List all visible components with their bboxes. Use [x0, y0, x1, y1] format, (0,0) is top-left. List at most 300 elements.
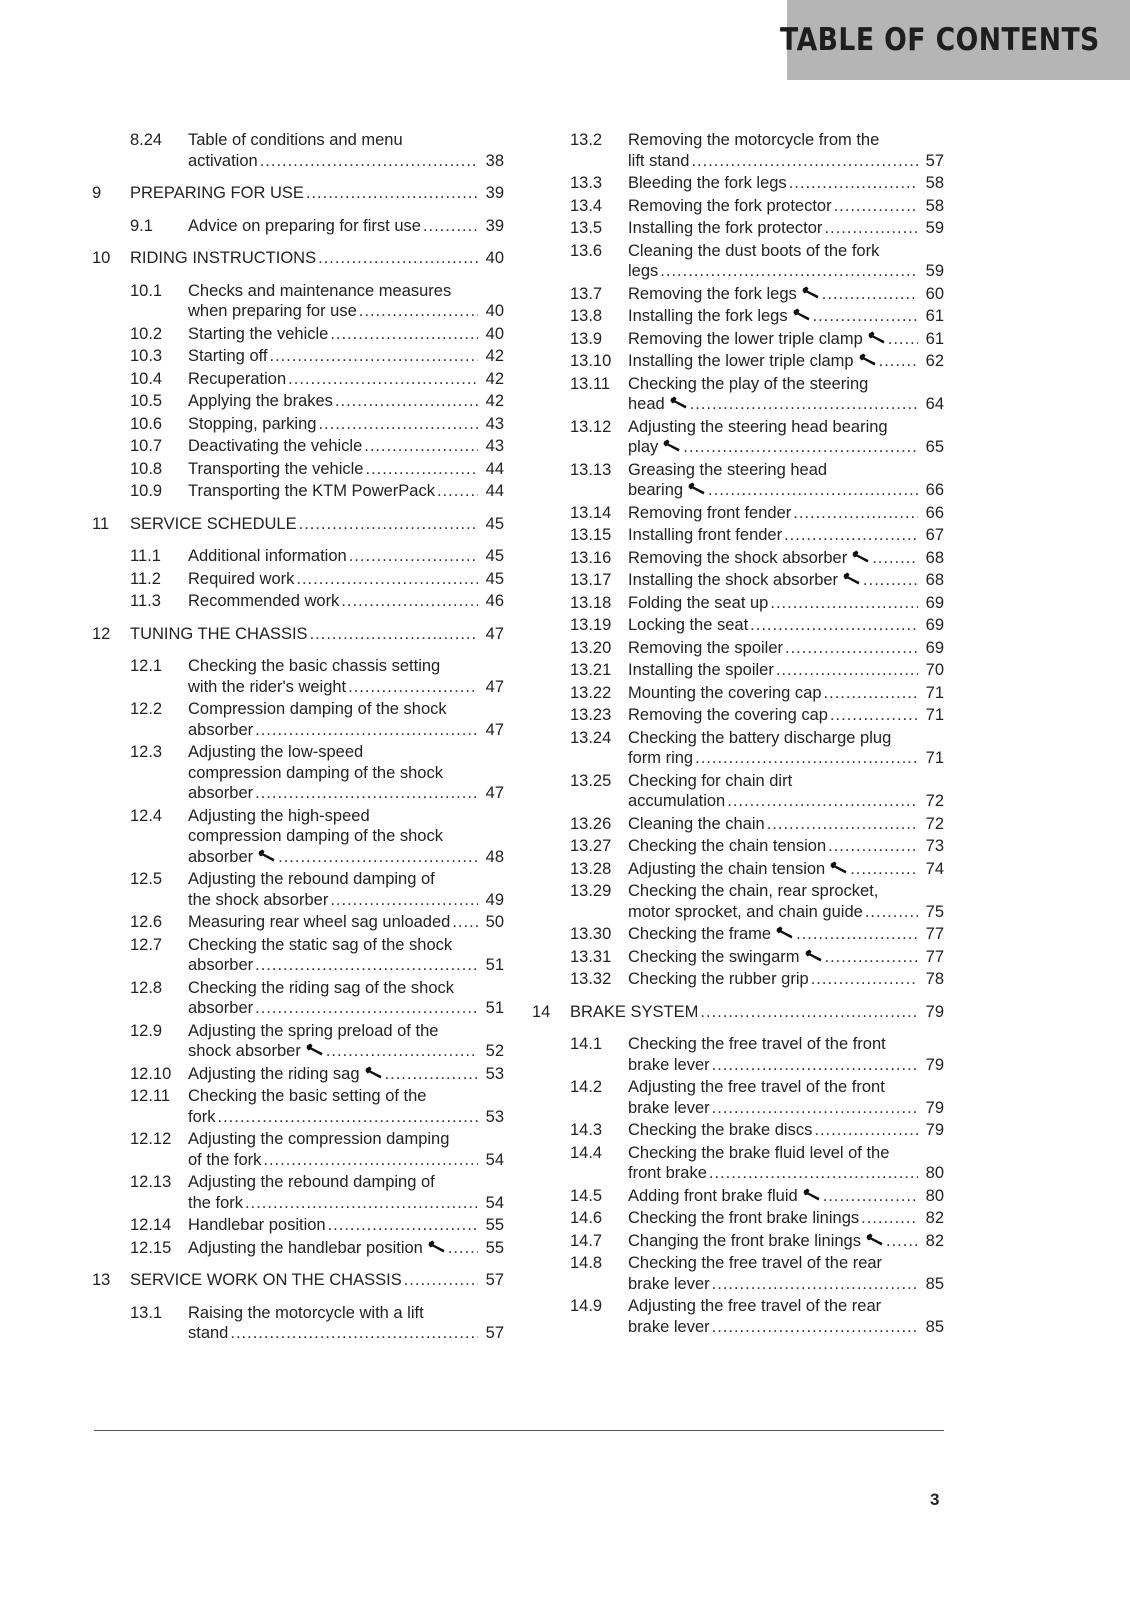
toc-entry[interactable]	[532, 130, 944, 171]
toc-entry-text: Locking the seat	[628, 616, 749, 634]
toc-entry-text: of the fork	[188, 1150, 262, 1169]
toc-entry-page: 77	[925, 947, 944, 966]
toc-entry[interactable]	[92, 806, 504, 868]
dot-leader	[683, 437, 918, 458]
toc-entry[interactable]	[92, 869, 504, 910]
toc-entry[interactable]	[532, 1296, 944, 1337]
toc-entry[interactable]	[92, 1021, 504, 1062]
toc-entry-title	[188, 1238, 504, 1259]
toc-entry-page: 45	[485, 514, 504, 533]
dot-leader	[872, 548, 918, 569]
toc-entry-number: 11.2	[130, 569, 161, 588]
toc-entry-title	[188, 216, 504, 237]
toc-entry[interactable]	[92, 346, 504, 367]
toc-entry-page: 39	[485, 184, 504, 202]
toc-entry-page: 51	[485, 999, 504, 1017]
toc-entry-number: 10.1	[130, 281, 163, 300]
toc-entry-title	[628, 969, 944, 990]
toc-entry[interactable]	[532, 1253, 944, 1294]
dot-leader	[712, 1274, 918, 1295]
toc-entry-title	[628, 130, 944, 171]
toc-entry-title	[628, 351, 944, 372]
toc-entry[interactable]	[92, 656, 504, 697]
dot-leader	[886, 1231, 918, 1252]
toc-entry-text: play	[628, 438, 659, 456]
dot-leader	[230, 1323, 478, 1344]
toc-entry[interactable]	[532, 615, 944, 636]
dot-leader	[330, 890, 478, 911]
toc-entry[interactable]	[532, 1002, 944, 1023]
wrench-icon	[793, 308, 811, 321]
toc-entry-title	[188, 130, 504, 171]
toc-entry-text: motor sprocket, and chain guide	[628, 902, 863, 921]
dot-leader	[861, 1208, 918, 1229]
toc-entry-page: 47	[485, 624, 504, 643]
dot-leader	[255, 955, 478, 976]
toc-entry-title	[628, 1077, 944, 1118]
dot-leader	[865, 902, 918, 923]
toc-entry-number: 13.16	[570, 548, 612, 567]
dot-leader	[822, 284, 918, 305]
toc-entry-number: 14.2	[570, 1078, 603, 1096]
toc-entry[interactable]	[92, 248, 504, 269]
dot-leader	[828, 836, 918, 857]
dot-leader	[700, 1002, 918, 1023]
toc-entry-title	[130, 248, 504, 269]
toc-entry[interactable]	[92, 935, 504, 976]
toc-entry-number: 14	[532, 1002, 551, 1021]
toc-entry-title	[628, 306, 944, 327]
toc-entry-number: 13.23	[570, 706, 612, 724]
toc-entry-title	[188, 369, 504, 390]
toc-entry-number: 13.31	[570, 947, 612, 966]
toc-entry-page: 45	[485, 569, 504, 588]
toc-entry-page: 85	[925, 1274, 944, 1293]
toc-entry-page: 72	[925, 814, 944, 833]
toc-entry[interactable]	[92, 369, 504, 390]
toc-entry[interactable]	[92, 459, 504, 480]
toc-entry[interactable]	[532, 924, 944, 945]
toc-entry-text: Checking the battery discharge plug	[628, 728, 892, 747]
toc-entry-number: 11.3	[130, 592, 161, 610]
toc-entry-title	[628, 1296, 944, 1337]
toc-entry-number: 14.6	[570, 1209, 603, 1227]
toc-entry[interactable]	[532, 771, 944, 812]
toc-entry-number: 13.3	[570, 174, 603, 192]
toc-entry-text: TUNING THE CHASSIS	[130, 624, 308, 643]
dot-leader	[263, 1150, 478, 1171]
toc-entry[interactable]	[532, 1186, 944, 1207]
toc-entry[interactable]	[532, 1208, 944, 1229]
toc-entry-number: 12.13	[130, 1173, 172, 1191]
toc-entry-page: 79	[925, 1055, 944, 1074]
toc-entry-number: 12.7	[130, 935, 163, 954]
toc-entry-page: 68	[925, 571, 944, 589]
toc-entry[interactable]	[532, 570, 944, 591]
toc-entry[interactable]	[92, 1303, 504, 1344]
toc-entry[interactable]	[92, 436, 504, 457]
toc-entry-number: 13.22	[570, 683, 612, 702]
toc-entry-title	[628, 728, 944, 769]
dot-leader	[770, 593, 918, 614]
dot-leader	[712, 1055, 918, 1076]
toc-entry-title	[628, 1120, 944, 1141]
toc-entry[interactable]	[92, 1064, 504, 1085]
dot-leader	[310, 624, 478, 645]
toc-entry-number: 13.20	[570, 638, 612, 657]
toc-entry-page: 48	[485, 847, 504, 866]
toc-entry[interactable]	[92, 481, 504, 502]
dot-leader	[850, 859, 918, 880]
toc-entry-text: Adjusting the compression damping	[188, 1130, 450, 1148]
toc-entry-text: Adjusting the chain tension	[628, 859, 826, 878]
toc-entry-number: 12.4	[130, 806, 163, 825]
toc-entry-page: 54	[485, 1193, 504, 1212]
toc-entry-text: absorber	[188, 720, 254, 739]
toc-entry-page: 62	[925, 352, 944, 370]
toc-entry-text: BRAKE SYSTEM	[570, 1002, 699, 1021]
toc-entry-number: 13.27	[570, 837, 612, 855]
toc-entry[interactable]	[92, 1172, 504, 1213]
toc-entry-number: 9.1	[130, 216, 153, 235]
toc-entry[interactable]	[92, 742, 504, 804]
toc-entry-title	[628, 1253, 944, 1294]
toc-entry[interactable]	[532, 460, 944, 501]
toc-entry-text: PREPARING FOR USE	[130, 184, 304, 202]
toc-entry[interactable]	[532, 548, 944, 569]
dot-leader	[452, 912, 478, 933]
toc-entry-page: 60	[925, 284, 944, 303]
dot-leader	[359, 301, 478, 322]
toc-entry-number: 14.1	[570, 1035, 603, 1053]
toc-entry-title	[628, 503, 944, 524]
toc-entry-page: 73	[925, 837, 944, 855]
toc-entry-number: 10.4	[130, 369, 163, 388]
dot-leader	[385, 1064, 478, 1085]
toc-entry-title	[628, 570, 944, 591]
toc-entry[interactable]	[532, 1143, 944, 1184]
toc-entry-text: when preparing for use	[188, 302, 357, 320]
toc-entry[interactable]	[92, 569, 504, 590]
toc-entry-text: Changing the front brake linings	[628, 1231, 861, 1250]
toc-entry-page: 72	[925, 792, 944, 810]
toc-entry[interactable]	[92, 414, 504, 435]
toc-entry[interactable]	[532, 1034, 944, 1075]
toc-entry-title	[628, 881, 944, 922]
wrench-icon	[776, 926, 794, 939]
toc-entry[interactable]	[92, 514, 504, 535]
toc-entry-text: Checking the rubber grip	[628, 970, 809, 988]
toc-entry[interactable]	[92, 324, 504, 345]
dot-leader	[750, 615, 918, 636]
toc-entry-text: Removing the spoiler	[628, 638, 783, 657]
toc-entry-number: 14.5	[570, 1186, 603, 1205]
dot-leader	[318, 248, 478, 269]
dot-leader	[318, 414, 478, 435]
wrench-icon	[859, 353, 877, 366]
toc-entry-text: Checking the free travel of the rear	[628, 1254, 883, 1272]
toc-entry-text: Cleaning the dust boots of the fork	[628, 241, 880, 260]
toc-entry[interactable]	[92, 591, 504, 612]
toc-entry-number: 12.6	[130, 913, 163, 931]
toc-entry[interactable]	[92, 183, 504, 204]
toc-entry-number: 8.24	[130, 131, 163, 149]
toc-entry-text: bearing	[628, 481, 684, 499]
dot-leader	[270, 346, 479, 367]
toc-entry-text: Checking the swingarm	[628, 947, 800, 966]
footer-divider	[94, 1430, 944, 1431]
dot-leader	[785, 638, 918, 659]
toc-entry-title	[188, 346, 504, 367]
toc-entry-text: Starting the vehicle	[188, 324, 329, 343]
toc-entry-text: Adjusting the spring preload of the	[188, 1021, 439, 1040]
toc-entry-title	[188, 1215, 504, 1236]
toc-entry-text: stand	[188, 1324, 229, 1342]
toc-entry[interactable]	[92, 1270, 504, 1291]
toc-entry[interactable]	[92, 699, 504, 740]
dot-leader	[660, 261, 918, 282]
toc-entry-text: Checks and maintenance measures	[188, 281, 452, 300]
toc-entry[interactable]	[532, 525, 944, 546]
toc-entry-title	[188, 806, 504, 868]
toc-entry-page: 40	[485, 302, 504, 320]
toc-entry-number: 12.2	[130, 700, 163, 718]
toc-entry[interactable]	[532, 683, 944, 704]
dot-leader	[288, 369, 478, 390]
toc-entry[interactable]	[92, 1215, 504, 1236]
toc-entry-number: 10.6	[130, 414, 163, 433]
toc-entry-number: 13.32	[570, 970, 612, 988]
toc-entry[interactable]	[532, 969, 944, 990]
toc-entry[interactable]	[532, 351, 944, 372]
dot-leader	[328, 1215, 478, 1236]
toc-entry-title	[188, 1303, 504, 1344]
toc-entry-text: Stopping, parking	[188, 414, 317, 433]
toc-entry-title	[628, 284, 944, 305]
toc-entry-text: Checking the riding sag of the shock	[188, 978, 454, 997]
toc-entry-number: 13.13	[570, 460, 612, 479]
toc-entry-page: 69	[925, 638, 944, 657]
toc-entry[interactable]	[92, 978, 504, 1019]
toc-entry-page: 43	[485, 414, 504, 433]
toc-entry-text: absorber	[188, 956, 254, 974]
toc-entry[interactable]	[532, 1077, 944, 1118]
toc-entry[interactable]	[92, 1238, 504, 1259]
dot-leader	[709, 1163, 918, 1184]
toc-entry[interactable]	[532, 705, 944, 726]
toc-entry[interactable]	[92, 130, 504, 171]
toc-entry-number: 11.1	[130, 547, 161, 565]
toc-entry-text: Checking the play of the steering	[628, 374, 869, 393]
toc-entry-text: Transporting the vehicle	[188, 459, 364, 478]
toc-entry-number: 13.4	[570, 196, 603, 215]
toc-entry-text: head	[628, 395, 665, 413]
toc-entry-page: 47	[485, 784, 504, 802]
toc-entry-text: Adjusting the riding sag	[188, 1064, 360, 1083]
toc-entry[interactable]	[532, 417, 944, 458]
dot-leader	[888, 329, 918, 350]
dot-leader	[811, 969, 918, 990]
toc-entry-title	[628, 836, 944, 857]
toc-entry[interactable]	[532, 638, 944, 659]
toc-entry[interactable]	[532, 218, 944, 239]
toc-entry[interactable]	[92, 912, 504, 933]
dot-leader	[824, 683, 918, 704]
toc-entry[interactable]	[92, 281, 504, 322]
toc-entry-number: 12.3	[130, 743, 163, 761]
toc-entry-number: 13.8	[570, 307, 603, 325]
toc-entry-text: absorber	[188, 999, 254, 1017]
toc-entry-title	[130, 624, 504, 645]
dot-leader	[364, 436, 478, 457]
toc-entry-text: Installing the shock absorber	[628, 571, 839, 589]
toc-entry-title	[628, 173, 944, 194]
toc-entry-number: 13.15	[570, 526, 612, 544]
toc-entry[interactable]	[532, 836, 944, 857]
toc-entry-number: 12	[92, 624, 111, 643]
dot-leader	[834, 196, 918, 217]
toc-entry[interactable]	[532, 241, 944, 282]
toc-entry-number: 10.5	[130, 392, 163, 410]
toc-entry-text: brake lever	[628, 1274, 710, 1293]
toc-entry-title	[628, 593, 944, 614]
dot-leader	[727, 791, 918, 812]
toc-entry-number: 13.12	[570, 417, 612, 436]
toc-entry-title	[628, 660, 944, 681]
toc-entry-text: Checking the brake discs	[628, 1121, 813, 1139]
toc-entry-number: 12.9	[130, 1021, 163, 1040]
dot-leader	[712, 1317, 918, 1338]
toc-entry-title	[188, 1064, 504, 1085]
wrench-icon	[868, 331, 886, 344]
toc-entry-page: 82	[925, 1209, 944, 1227]
toc-entry-title	[188, 481, 504, 502]
toc-entry-text: Recommended work	[188, 592, 340, 610]
dot-leader	[255, 783, 478, 804]
toc-entry[interactable]	[532, 173, 944, 194]
toc-entry[interactable]	[532, 329, 944, 350]
toc-entry[interactable]	[532, 660, 944, 681]
toc-entry[interactable]	[532, 881, 944, 922]
toc-entry-title	[628, 374, 944, 415]
toc-entry-text: Applying the brakes	[188, 392, 333, 410]
toc-entry-number: 13.6	[570, 241, 603, 260]
toc-entry-page: 69	[925, 593, 944, 612]
toc-entry-title	[628, 241, 944, 282]
toc-entry[interactable]	[532, 1120, 944, 1141]
toc-entry-text: Adjusting the steering head bearing	[628, 417, 888, 436]
toc-entry[interactable]	[92, 624, 504, 645]
toc-entry[interactable]	[92, 1086, 504, 1127]
wrench-icon	[866, 1233, 884, 1246]
toc-entry-page: 64	[925, 395, 944, 413]
toc-entry[interactable]	[92, 391, 504, 412]
dot-leader	[437, 481, 478, 502]
toc-entry-text: Adjusting the handlebar position	[188, 1238, 423, 1257]
toc-entry-page: 39	[485, 216, 504, 235]
toc-entry-page: 66	[925, 503, 944, 522]
toc-entry-number: 13.24	[570, 728, 612, 747]
dot-leader	[776, 660, 918, 681]
toc-entry[interactable]	[532, 1231, 944, 1252]
toc-entry-page: 43	[485, 437, 504, 455]
toc-entry[interactable]	[532, 814, 944, 835]
toc-entry-page: 59	[925, 262, 944, 280]
toc-entry[interactable]	[532, 284, 944, 305]
toc-entry-title	[628, 417, 944, 458]
toc-entry[interactable]	[92, 1129, 504, 1170]
toc-entry-text: absorber	[188, 784, 254, 802]
dot-leader	[813, 306, 918, 327]
dot-leader	[825, 947, 919, 968]
toc-entry-number: 13.5	[570, 219, 603, 237]
toc-entry-number: 10.8	[130, 459, 163, 478]
toc-entry[interactable]	[532, 374, 944, 415]
toc-entry-text: Checking the brake fluid level of the	[628, 1143, 890, 1162]
dot-leader	[796, 924, 918, 945]
toc-entry-number: 10.2	[130, 324, 163, 343]
toc-entry[interactable]	[532, 306, 944, 327]
toc-entry-text: Adjusting the free travel of the front	[628, 1078, 885, 1096]
toc-entry-title	[188, 414, 504, 435]
toc-entry-title	[188, 699, 504, 740]
toc-entry-title	[628, 1143, 944, 1184]
toc-entry-page: 57	[485, 1324, 504, 1342]
toc-entry-text: front brake	[628, 1164, 707, 1182]
wrench-icon	[803, 1188, 821, 1201]
wrench-icon	[805, 949, 823, 962]
toc-entry[interactable]	[532, 947, 944, 968]
toc-entry-number: 13.9	[570, 329, 603, 348]
toc-entry[interactable]	[532, 196, 944, 217]
toc-entry-page: 79	[925, 1002, 944, 1021]
toc-entry[interactable]	[92, 216, 504, 237]
toc-entry-text: Folding the seat up	[628, 593, 769, 612]
toc-entry-title	[628, 1208, 944, 1229]
toc-entry-text: brake lever	[628, 1098, 710, 1117]
toc-entry-title	[628, 814, 944, 835]
toc-entry[interactable]	[532, 728, 944, 769]
toc-entry-text: activation	[188, 151, 258, 170]
toc-entry-number: 14.8	[570, 1254, 603, 1272]
toc-entry-text: Checking the chain, rear sprocket,	[628, 882, 879, 900]
toc-entry-page: 42	[485, 369, 504, 388]
toc-entry-title	[628, 683, 944, 704]
toc-entry[interactable]	[92, 546, 504, 567]
toc-entry-text: Compression damping of the shock	[188, 700, 447, 718]
toc-entry-page: 49	[485, 890, 504, 909]
toc-entry-text: lift stand	[628, 151, 690, 170]
toc-entry-text: Removing the covering cap	[628, 706, 828, 724]
dot-leader	[299, 514, 478, 535]
toc-entry-page: 42	[485, 347, 504, 365]
toc-entry[interactable]	[532, 859, 944, 880]
toc-entry-text: Installing the spoiler	[628, 661, 774, 679]
header-banner	[780, 0, 1130, 80]
toc-entry-number: 13.7	[570, 284, 603, 303]
toc-entry[interactable]	[532, 593, 944, 614]
toc-entry-text: Checking the static sag of the shock	[188, 935, 453, 954]
toc-entry-page: 70	[925, 661, 944, 679]
toc-entry-title	[188, 459, 504, 480]
toc-entry-title	[130, 514, 504, 535]
toc-entry-title	[628, 1231, 944, 1252]
toc-entry-page: 79	[925, 1098, 944, 1117]
toc-entry-text: SERVICE WORK ON THE CHASSIS	[130, 1271, 402, 1289]
toc-entry[interactable]	[532, 503, 944, 524]
toc-entry-title	[188, 1021, 504, 1062]
toc-entry-title	[628, 705, 944, 726]
